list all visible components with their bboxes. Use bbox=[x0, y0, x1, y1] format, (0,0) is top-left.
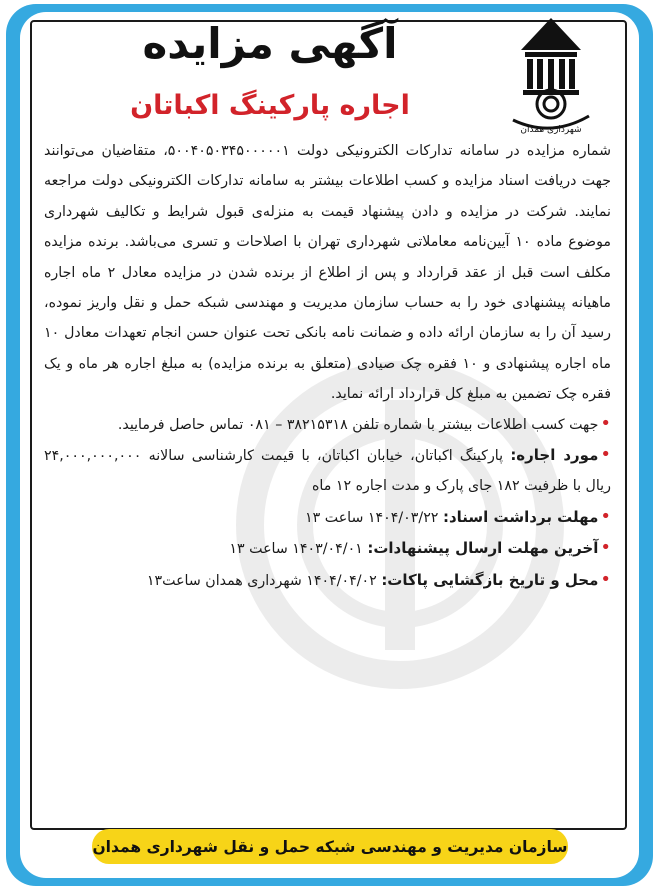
contact-text: جهت کسب اطلاعات بیشتر با شماره تلفن ۳۸۲۱۵۳۱۸ – ۰۸۱ تماس حاصل فرمایید. bbox=[117, 416, 599, 433]
bullet-icon: • bbox=[600, 444, 611, 466]
bullet-icon: • bbox=[600, 505, 611, 527]
item-label: محل و تاریخ بازگشایی پاکات: bbox=[381, 570, 599, 589]
municipality-logo-icon bbox=[505, 16, 597, 136]
logo-text: شهرداری همدان bbox=[520, 125, 582, 135]
item-label: مورد اجاره: bbox=[510, 446, 599, 465]
item-text: ۱۴۰۴/۰۳/۲۲ ساعت ۱۳ bbox=[305, 509, 439, 526]
page-title: آگهی مزایده bbox=[142, 19, 398, 68]
item-document-deadline bbox=[44, 502, 611, 533]
bullet-icon: • bbox=[600, 537, 611, 559]
item-text: ۱۴۰۴/۰۴/۰۲ شهرداری همدان ساعت۱۳ bbox=[146, 572, 377, 589]
item-text: پارکینگ اکباتان، خیابان اکباتان، با قیمت کارشناسی سالانه ۲۴,۰۰۰,۰۰۰,۰۰۰ ریال با ظرفیت ۱۸۲ جای پارک و مدت اجاره ۱۲ ماه bbox=[44, 448, 611, 495]
item-label: مهلت برداشت اسناد: bbox=[442, 507, 599, 526]
bullet-icon: • bbox=[600, 568, 611, 590]
page-subtitle: اجاره پارکینگ اکباتان bbox=[130, 90, 410, 121]
bullet-icon: • bbox=[600, 412, 611, 434]
item-text: ۱۴۰۳/۰۴/۰۱ ساعت ۱۳ bbox=[229, 541, 363, 558]
contact-line bbox=[44, 410, 611, 440]
footer-org-name: سازمان مدیریت و مهندسی شبکه حمل و نقل شهرداری همدان bbox=[92, 837, 568, 856]
item-lease-subject bbox=[44, 440, 611, 502]
intro-paragraph: شماره مزایده در سامانه تدارکات الکترونیکی دولت ۵۰۰۴۰۵۰۳۴۵۰۰۰۰۰۱، متقاضیان می‌توانند جهت دریافت اسناد مزایده و کسب اطلاعات بیشتر به سامانه تدارکات الکترونیکی دولت مراجعه نمایند. شرکت در مزایده و دادن پیشنهاد قیمت به منزله‌ی قبول شرایط و تکالیف شهرداری موضوع ماده ۱۰ آیین‌نامه معاملاتی شهرداری تهران با اصلاحات و تسری می‌باشد. برنده مزایده مکلف است قبل از عقد قرارداد و پس از اطلاع از برنده شدن در مزایده معادل ۲ ماه اجاره ماهیانه پیشنهادی خود را به حساب سازمان مدیریت و مهندسی شبکه حمل و نقل واریز نموده، رسید آن را به سازمان ارائه داده و ضمانت نامه بانکی تحت عنوان حسن انجام تعهدات معادل ۱۰ ماه اجاره پیشنهادی و ۱۰ فقره چک صیادی (متعلق به برنده مزایده) به مبلغ اجاره هر ماه و یک فقره چک تضمین به مبلغ کل قرارداد ارائه نماید. bbox=[44, 143, 612, 403]
item-label: آخرین مهلت ارسال پیشنهادات: bbox=[367, 539, 599, 558]
notice-body bbox=[44, 136, 611, 596]
footer-banner bbox=[92, 829, 568, 864]
item-opening-location bbox=[44, 565, 611, 596]
item-submission-deadline bbox=[44, 533, 611, 564]
